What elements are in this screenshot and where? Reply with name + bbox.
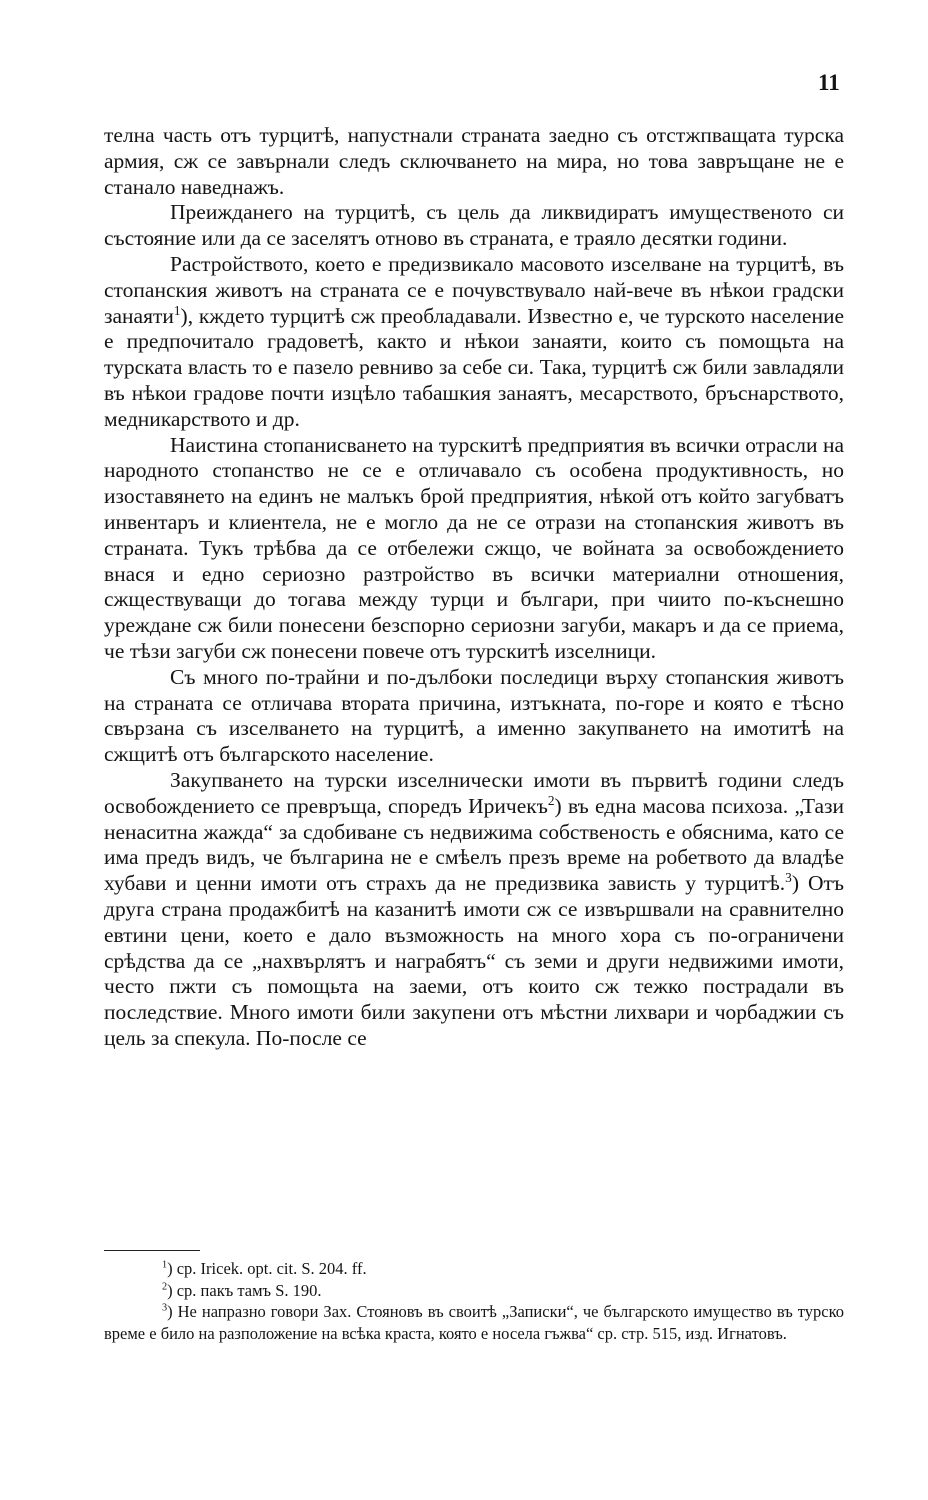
footnote-text: ) Не напразно говори Зах. Стояновъ въ своитѣ „Записки“, че българското имущество въ турско време е било на разположение на всѣка краста, която е носела гъжва“ ср. стр. 515, изд. Игнатовъ. bbox=[104, 1302, 844, 1343]
paragraph-6-text-end: ) Отъ друга страна продажбитѣ на казанитѣ имоти сж се извършвали на сравнително евтини цени, което е дало възможность на много хора съ по-ограничени срѣдства да се „нахвърлятъ и награбятъ“ съ земи и други недвижими имоти, често пжти съ помощьта на заеми, отъ които сж тежко пострадали въ последствие. Много имоти били закупени отъ мѣстни лихвари и чорбаджии съ цель за спекула. По-после се bbox=[104, 871, 845, 1050]
footnote-text: ) ср. пакъ тамъ S. 190. bbox=[167, 1280, 322, 1300]
footnote-ref-3: 3 bbox=[785, 869, 792, 885]
footnote-mark: 2 bbox=[162, 1281, 168, 1292]
footnote-mark: 3 bbox=[162, 1302, 168, 1314]
footnote-mark: 1 bbox=[162, 1259, 168, 1271]
footnote-1 bbox=[104, 1258, 844, 1280]
paragraph-3 bbox=[104, 252, 844, 433]
paragraph-1: телна часть отъ турцитѣ, напустнали страната заедно съ отстжпващата турска армия, сж се завърнали следъ сключването на мира, но това завръщане не е станало наведнажъ. bbox=[104, 123, 844, 199]
paragraph-3-text: Растройството, което е предизвикало масовото изселване на турцитѣ, въ стопанския животъ на страната се е почувствувало най-вече въ нѣкои градски занаяти bbox=[104, 251, 844, 328]
footnote-3 bbox=[104, 1301, 844, 1344]
paragraph-4: Наистина стопанисването на турскитѣ предприятия въ всички отрасли на народното стопанство не се е отличавало съ особена продуктивность, но изоставянето на единъ не малъкъ брой предприятия, нѣкой отъ който загубватъ инвентаръ и клиентела, не е могло да не се отрази на стопанския животъ въ страната. Тукъ трѣбва да се отбележи сжщо, че войната за освобождението внася и едно сериозно разтройство въ всички материални отношения, сжществуващи до тогава между турци и българи, при чиито по-къснешно уреждане сж били понесени безспорно сериозни загуби, макаръ и да се приема, че тѣзи загуби сж понесени повече отъ турскитѣ изселници. bbox=[104, 432, 844, 663]
page-number: 11 bbox=[818, 70, 840, 95]
paragraph-6-text: Закупването на турски изселнически имоти въ първитѣ години следъ освобождението се превръща, споредъ Иричекъ bbox=[104, 767, 844, 818]
footnote-divider bbox=[104, 1250, 200, 1251]
paragraph-5: Съ много по-трайни и по-дълбоки последици върху стопанския животъ на страната се отличава втората причина, изтъкната, по-горе и която е тѣсно свързана съ изселването на турцитѣ, а именно закупването на имотитѣ на сжщитѣ отъ българското население. bbox=[104, 664, 844, 767]
paragraph-6-text-cont: ) въ една масова психоза. „Тази ненаситна жажда“ за сдобиване съ недвижима собственость е обяснима, като се има предъ видъ, че българина не е смѣелъ презъ време на робетвото да владѣе хубави и ценни имоти отъ страхъ да не предизвика зависть у турцитѣ. bbox=[104, 793, 844, 896]
footnote-text: ) ср. Iricek. opt. cit. S. 204. ff. bbox=[167, 1259, 367, 1278]
paragraph-2: Преижданего на турцитѣ, съ цель да ликвидиратъ имущественото си състояние или да се заселятъ отново въ страната, е траяло десятки години. bbox=[104, 200, 844, 251]
footnote-ref-2: 2 bbox=[547, 792, 555, 808]
footnotes bbox=[104, 1258, 844, 1344]
paragraph-6 bbox=[104, 768, 844, 1052]
paragraph-3-text-cont: ), кждето турцитѣ сж преобладавали. Известно е, че турското население е предпочитало градоветѣ, както и нѣкои занаяти, които съ помощьта на турската власть то е пазело ревниво за себе си. Така, турцитѣ сж били завладяли въ нѣкои градове почти изцѣло табашкия занаятъ, месарството, бръснарството, медникарството и др. bbox=[104, 303, 844, 431]
footnote-2 bbox=[104, 1280, 844, 1302]
body-text bbox=[104, 123, 844, 1052]
footnote-ref-1: 1 bbox=[173, 302, 181, 318]
